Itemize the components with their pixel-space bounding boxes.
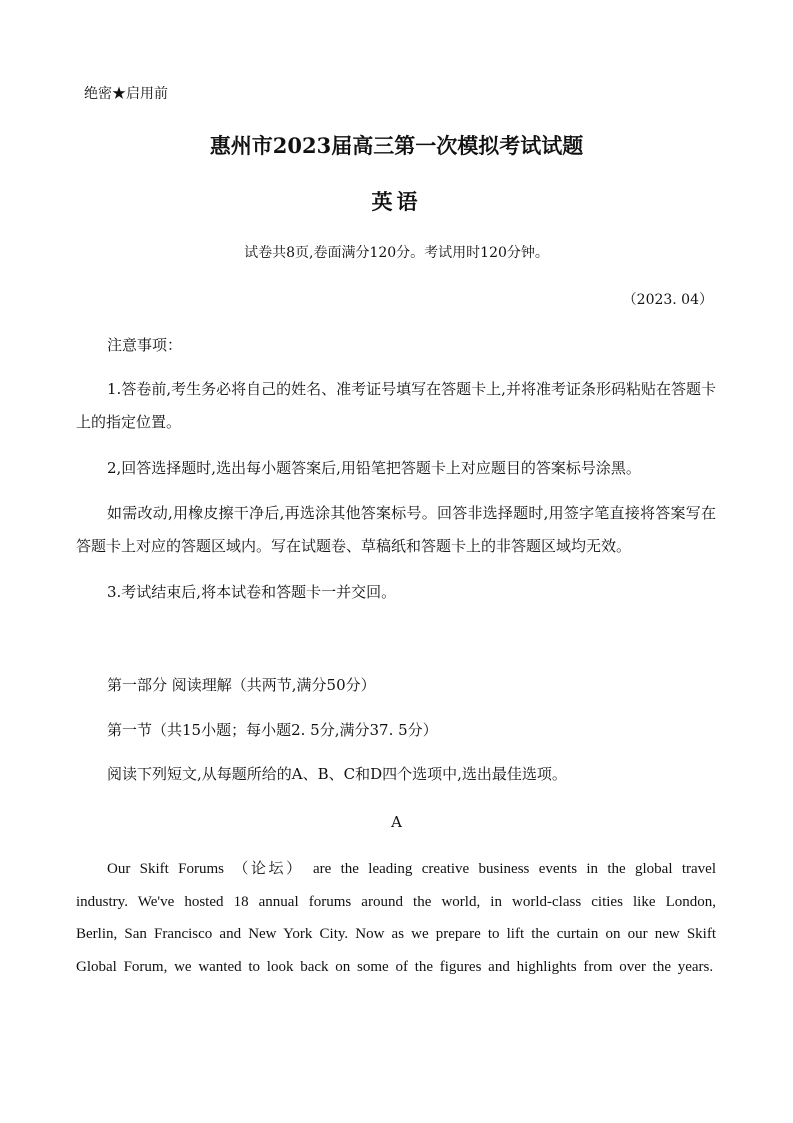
- notice-item-2: 2,回答选择题时,选出每小题答案后,用铅笔把答题卡上对应题目的答案标号涂黑。: [107, 459, 641, 477]
- subject-title: 英语: [371, 189, 422, 214]
- section-instruction: 阅读下列短文,从每题所给的A、B、C和D四个选项中,选出最佳选项。: [107, 765, 567, 783]
- passage-text: Our Skift Forums （论坛） are the leading creative business events in the global travel industry. We've hosted 18 annual forums around the world, in world-class cities like London, Berlin, San Francisco and New York City. Now as we prepare to lift the curtain on our new Skift Global Forum, we wanted to look back on some of the figures and highlights from over the years.: [76, 861, 716, 975]
- notice-item-3: 3.考试结束后,将本试卷和答题卡一并交回。: [107, 583, 397, 601]
- notice-item-2-continued: 如需改动,用橡皮擦干净后,再选涂其他答案标号。回答非选择题时,用签字笔直接将答案写在答题卡上对应的答题区域内。写在试题卷、草稿纸和答题卡上的非答题区域均无效。: [76, 504, 716, 555]
- passage-label: A: [391, 813, 402, 831]
- exam-date: （2023. 04）: [622, 292, 713, 308]
- secret-mark: 绝密★启用前: [84, 86, 168, 102]
- exam-info: 试卷共8页,卷面满分120分。考试用时120分钟。: [244, 245, 549, 261]
- subsection-heading: 第一节（共15小题；每小题2. 5分,满分37. 5分）: [107, 721, 438, 739]
- notice-item-1: 1.答卷前,考生务必将自己的姓名、准考证号填写在答题卡上,并将准考证条形码粘贴在答题卡上的指定位置。: [76, 380, 716, 431]
- notice-heading: 注意事项：: [107, 336, 183, 354]
- exam-title: 惠州市2023届高三第一次模拟考试试题: [209, 133, 584, 158]
- section-part-heading: 第一部分 阅读理解（共两节,满分50分）: [107, 676, 376, 694]
